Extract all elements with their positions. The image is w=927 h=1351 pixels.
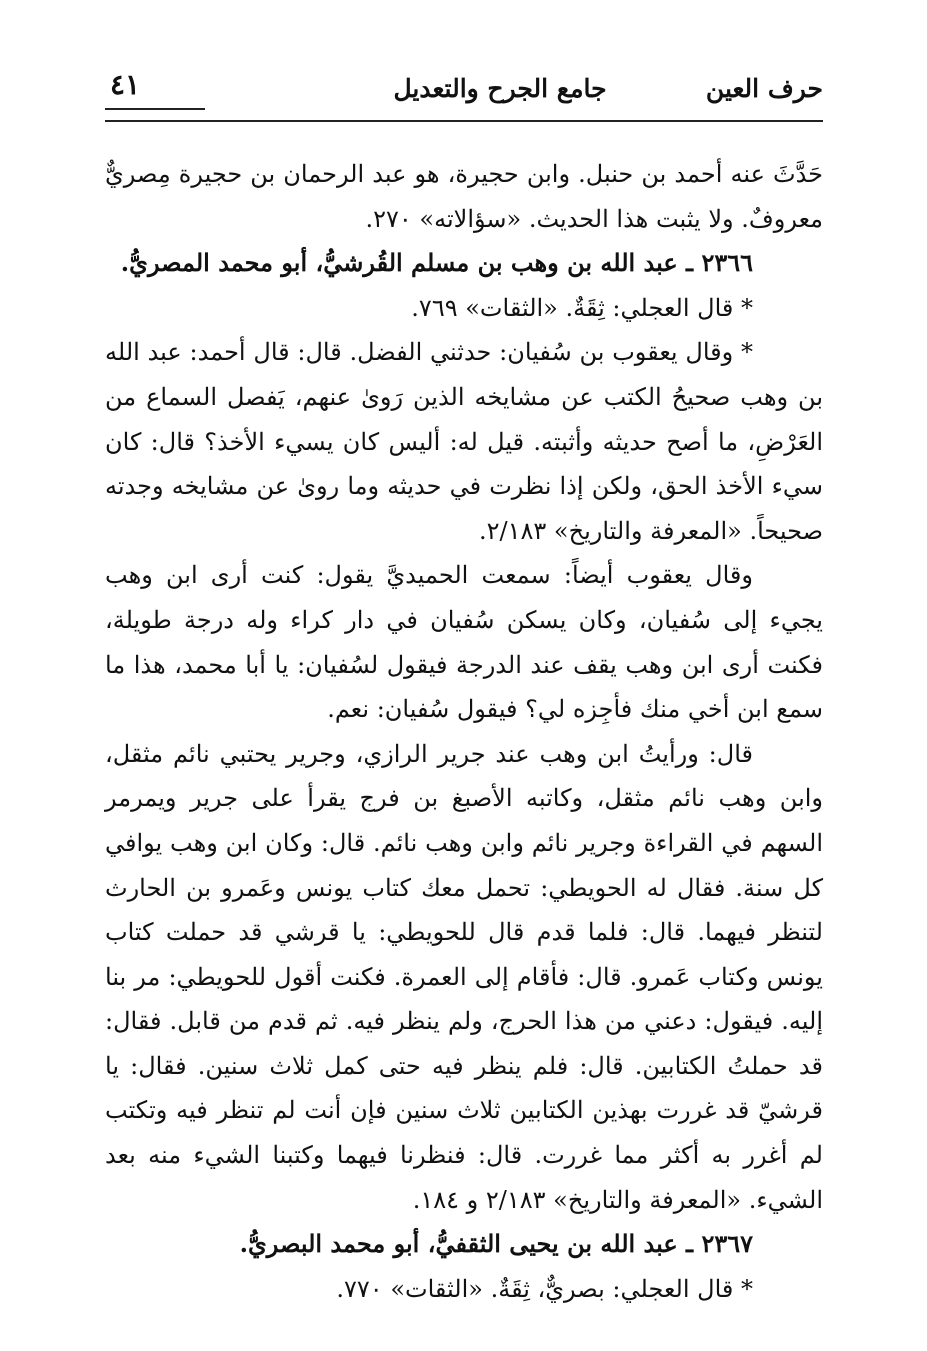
page-number-rule — [105, 108, 205, 110]
entry-heading-2367: ٢٣٦٧ ـ عبد الله بن يحيى الثقفيُّ، أبو محمد البصريُّ. — [239, 1229, 753, 1259]
quote-jarir: قال: ورأيتُ ابن وهب عند جرير الرازي، وجرير يحتبي نائم مثقل، وابن وهب نائم مثقل، وكاتبه الأصبغ بن فرج يقرأ على جرير ويمرمر السهم في القراءة وجرير نائم وابن وهب نائم. قال: وكان ابن وهب يوافي كل سنة. فقال له الحويطي: تحمل معك كتاب يونس وعَمرو بن الحارث لتنظر فيهما. قال: فلما قدم قال للحويطي: يا قرشي قد حملت كتاب يونس وكتاب عَمرو. قال: فأقام إلى العمرة. فكنت أقول للحويطي: مر بنا إليه. فيقول: دعني من هذا الحرج، ولم ينظر فيه. ثم قدم من قابل. فقال: قد حملتُ الكتابين. قال: فلم ينظر فيه حتى كمل ثلاث سنين. فقال: يا قرشيّ قد غررت بهذين الكتابين ثلاث سنين فإن أنت لم تنظر فيه وتكتب لم أغرر به أكثر مما غررت. قال: فنظرنا فيهما وكتبنا الشيء منه بعد الشيء. «المعرفة والتاريخ» ٢/١٨٣ و ١٨٤. — [105, 739, 823, 1214]
chapter-title: حرف العين — [705, 74, 823, 103]
book-title: جامع الجرح والتعديل — [393, 74, 607, 103]
entry-heading-2366: ٢٣٦٦ ـ عبد الله بن وهب بن مسلم القُرشيُّ، أبو محمد المصريُّ. — [120, 248, 753, 278]
quote-ijli: * قال العجلي: ثِقَةٌ. «الثقات» ٧٦٩. — [411, 293, 753, 322]
quote-yaqub: * وقال يعقوب بن سُفيان: حدثني الفضل. قال: قال أحمد: عبد الله بن وهب صحيحُ الكتب عن مشايخه الذين رَوىٰ عنهم، يَفصل السماع من العَرْضِ، ما أصح حديثه وأثبته. قيل له: أليس كان يسيء الأخذ؟ قال: كان سيء الأخذ الحق، ولكن إذا نظرت في حديثه وما روىٰ عن مشايخه وجدته صحيحاً. «المعرفة والتاريخ» ٢/١٨٣. — [105, 338, 823, 545]
paragraph-continuation: حَدَّثَ عنه أحمد بن حنبل. وابن حجيرة، هو عبد الرحمان بن حجيرة مِصريٌّ معروفٌ. ولا يثبت هذا الحديث. «سؤالاته» ٢٧٠. — [105, 160, 823, 233]
quote-yaqub-humaydi: وقال يعقوب أيضاً: سمعت الحميديَّ يقول: كنت أرى ابن وهب يجيء إلى سُفيان، وكان يسكن سُفيان في دار كراء وله درجة طويلة، فكنت أرى ابن وهب يقف عند الدرجة فيقول لسُفيان: يا أبا محمد، هذا ما سمع ابن أخي منك فأجِزه لي؟ فيقول سُفيان: نعم. — [105, 561, 823, 724]
quote-ijli-2: * قال العجلي: بصريٌّ، ثِقَةٌ. «الثقات» ٧٧٠. — [336, 1274, 753, 1303]
page-header — [105, 68, 823, 124]
page-body — [105, 152, 823, 1311]
page-number: ٤١ — [110, 68, 141, 101]
header-rule — [105, 120, 823, 122]
